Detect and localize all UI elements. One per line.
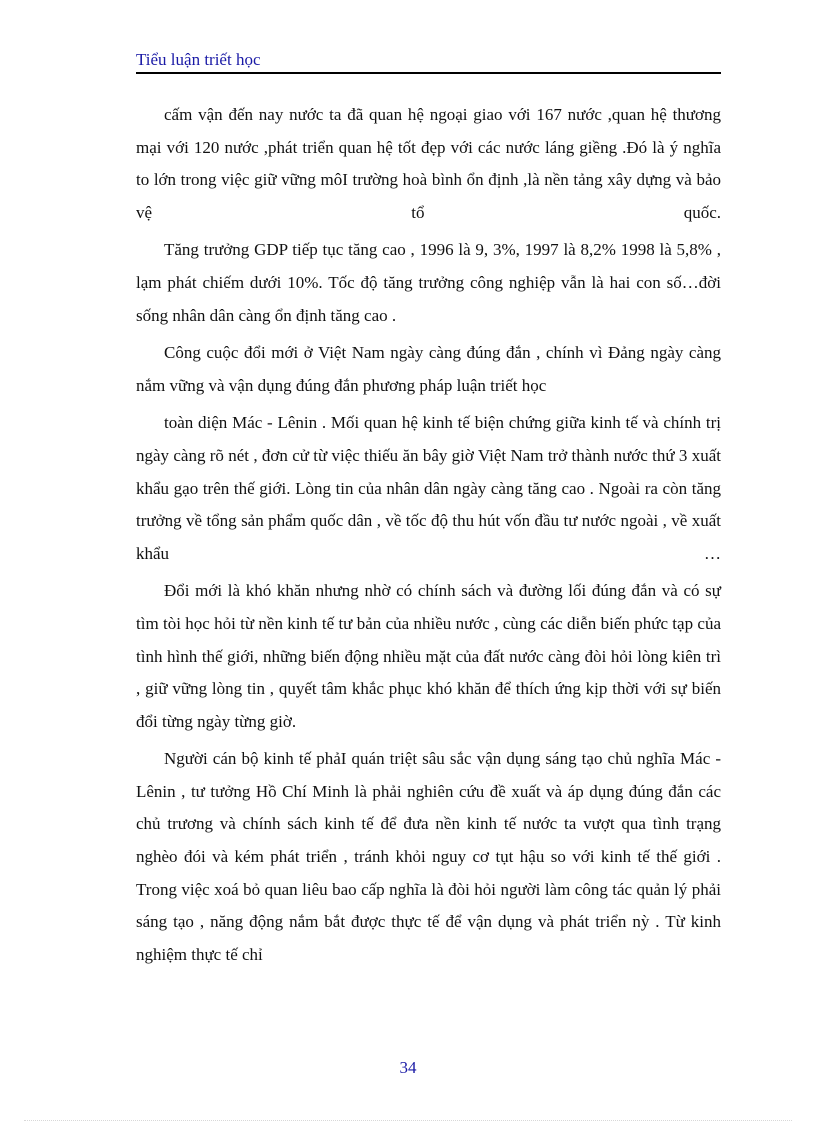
paragraph-5: Đổi mới là khó khăn nhưng nhờ có chính sách và đường lối đúng đắn và có sự tìm tòi học hỏi từ nền kinh tế tư bản của nhiều nước , cùng các diễn biến phức tạp của tình hình thế giới, những biến động nhiều mặt của đất nước càng đòi hỏi lòng kiên trì , giữ vững lòng tin , quyết tâm khắc phục khó khăn để thích ứng kịp thời với sự biến đổi từng ngày từng giờ. xyxy=(136,581,721,731)
page-header xyxy=(136,48,721,74)
paragraph-2: Tăng trưởng GDP tiếp tục tăng cao , 1996 là 9, 3%, 1997 là 8,2% 1998 là 5,8% , lạm phát chiếm dưới 10%. Tốc độ tăng trưởng công nghiệp vẫn là hai con số…đời sống nhân dân càng ổn định tăng cao . xyxy=(136,240,721,325)
page-number: 34 xyxy=(399,1058,417,1077)
document-body xyxy=(136,99,721,971)
footer-divider xyxy=(24,1120,792,1121)
paragraph-1: cấm vận đến nay nước ta đã quan hệ ngoại giao với 167 nước ,quan hệ thương mại với 120 nước ,phát triển quan hệ tốt đẹp với các nước láng giềng .Đó là ý nghĩa to lớn trong việc giữ vững môI trường hoà bình ổn định ,là nền tảng xây dựng và bảo vệ tổ quốc. xyxy=(136,105,721,222)
header-title: Tiểu luận triết học xyxy=(136,50,261,69)
paragraph-4: toàn diện Mác - Lênin . Mối quan hệ kinh tế biện chứng giữa kinh tế và chính trị ngày càng rõ nét , đơn cử từ việc thiếu ăn bây giờ Việt Nam trở thành nước thứ 3 xuất khẩu gạo trên thế giới. Lòng tin của nhân dân ngày càng tăng cao . Ngoài ra còn tăng trưởng về tổng sản phẩm quốc dân , về tốc độ thu hút vốn đầu tư nước ngoài , về xuất khẩu … xyxy=(136,413,721,563)
paragraph-6: Người cán bộ kinh tế phảI quán triệt sâu sắc vận dụng sáng tạo chủ nghĩa Mác - Lênin , tư tưởng Hồ Chí Minh là phải nghiên cứu đề xuất và áp dụng đúng đắn các chủ trương và chính sách kinh tế để đưa nền kinh tế nước ta vượt qua tình trạng nghèo đói và kém phát triển , tránh khỏi nguy cơ tụt hậu so với kinh tế thế giới . Trong việc xoá bỏ quan liêu bao cấp nghĩa là đòi hỏi người làm công tác quản lý phải sáng tạo , năng động nắm bắt được thực tế để vận dụng và phát triển nỳ . Từ kinh nghiệm thực tế chỉ xyxy=(136,749,721,964)
paragraph-3: Công cuộc đổi mới ở Việt Nam ngày càng đúng đắn , chính vì Đảng ngày càng nắm vững và vận dụng đúng đắn phương pháp luận triết học xyxy=(136,343,721,395)
